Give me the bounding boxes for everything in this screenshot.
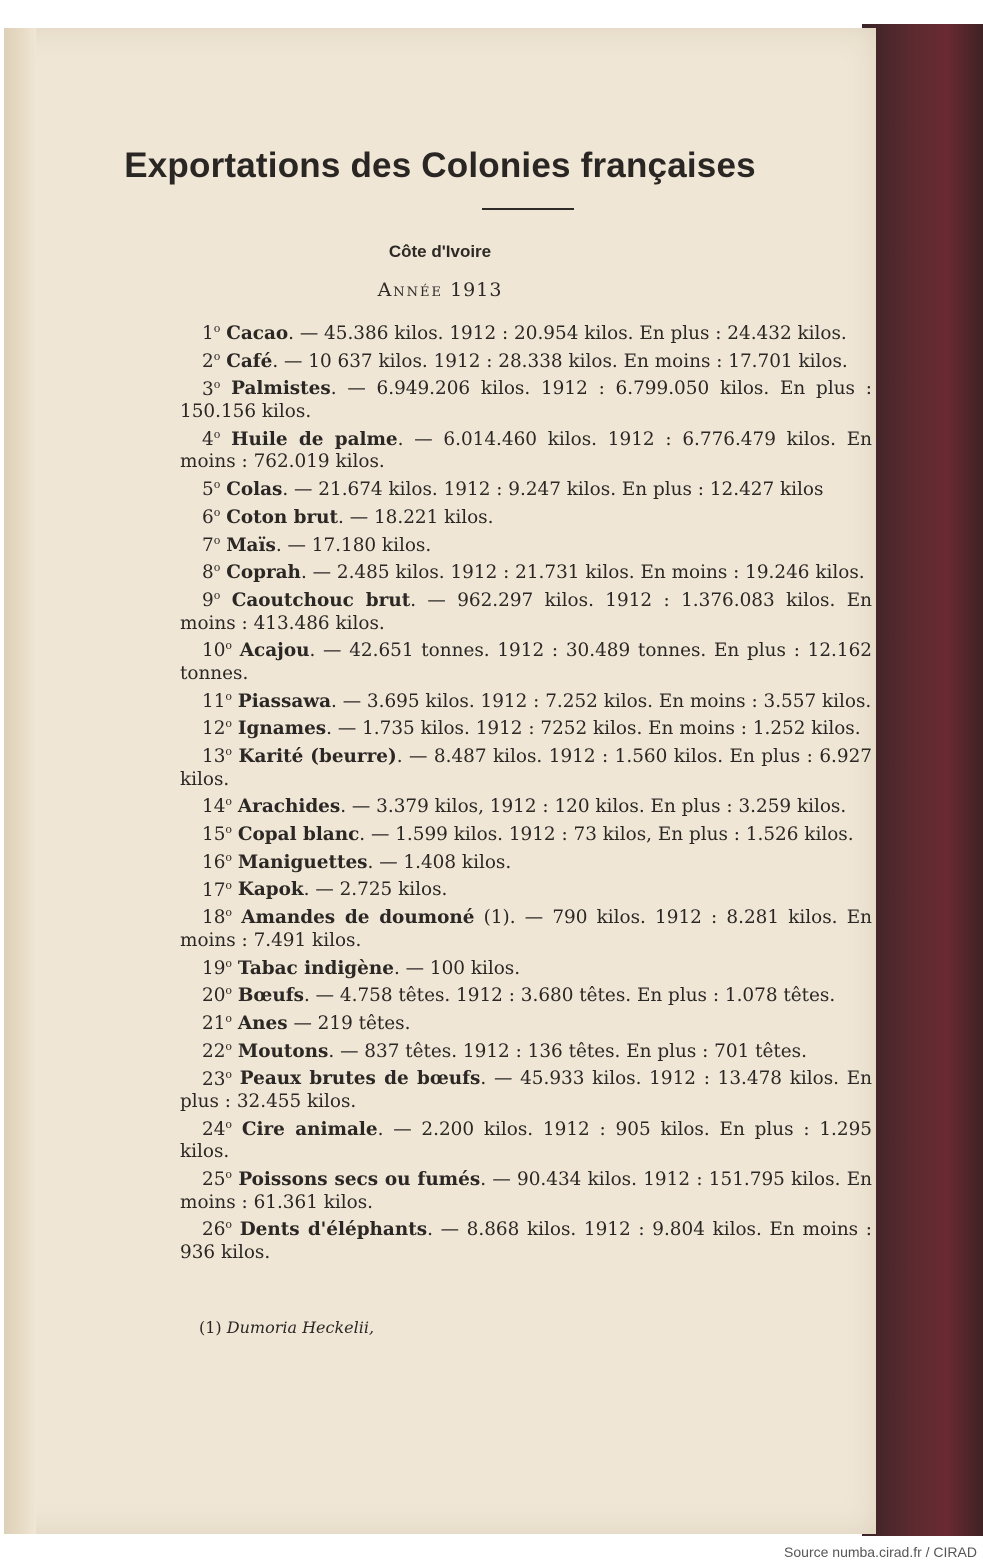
entry-number-value: 4 bbox=[202, 428, 214, 450]
footnote-text: Dumoria Heckelii, bbox=[226, 1318, 375, 1337]
entry-number bbox=[202, 880, 232, 901]
entry-number bbox=[202, 1119, 232, 1140]
product-figures: . — 21.674 kilos. 1912 : 9.247 kilos. En plus : 12.427 kilos bbox=[282, 479, 824, 501]
ordinal-mark: o bbox=[225, 639, 233, 653]
ordinal-mark: o bbox=[213, 349, 221, 363]
entry-number bbox=[202, 1219, 232, 1240]
product-name: Bœufs bbox=[237, 985, 304, 1007]
product-name: Colas bbox=[226, 479, 283, 501]
export-entry bbox=[180, 557, 872, 585]
entry-number bbox=[202, 985, 232, 1006]
product-name: Café bbox=[226, 350, 273, 372]
product-figures: . — 4.758 têtes. 1912 : 3.680 têtes. En plus : 1.078 têtes. bbox=[303, 985, 836, 1007]
export-entry bbox=[180, 1114, 872, 1164]
product-figures: . — 962.297 kilos. 1912 : 1.376.083 kilos. En moins : 413.486 kilos. bbox=[180, 590, 872, 634]
entry-number-value: 11 bbox=[202, 690, 226, 712]
export-entry bbox=[180, 791, 872, 819]
product-figures: . — 100 kilos. bbox=[393, 957, 521, 979]
product-name: Poissons secs ou fumés bbox=[238, 1169, 481, 1191]
export-entry bbox=[180, 424, 872, 474]
product-name: Palmistes bbox=[231, 378, 331, 400]
entry-number bbox=[202, 351, 220, 372]
page-title: Exportations des Colonies françaises bbox=[124, 146, 756, 185]
book-cover-edge bbox=[862, 0, 983, 1536]
product-figures: . — 837 têtes. 1912 : 136 têtes. En plus : 701 têtes. bbox=[328, 1040, 807, 1062]
ordinal-mark: o bbox=[225, 1218, 233, 1232]
export-entry bbox=[180, 874, 872, 902]
entry-number-value: 19 bbox=[202, 957, 226, 979]
entry-number bbox=[202, 824, 232, 845]
export-entry bbox=[180, 502, 872, 530]
entry-number bbox=[202, 907, 232, 928]
export-entry bbox=[180, 819, 872, 847]
ordinal-mark: o bbox=[213, 533, 221, 547]
export-entry bbox=[180, 1036, 872, 1064]
entry-number bbox=[202, 535, 220, 556]
product-name: Peaux brutes de bœufs bbox=[239, 1068, 481, 1090]
product-figures: . — 90.434 kilos. 1912 : 151.795 kilos. En moins : 61.361 kilos. bbox=[180, 1169, 872, 1213]
ordinal-mark: o bbox=[225, 1039, 233, 1053]
ordinal-mark: o bbox=[225, 1168, 233, 1181]
product-name: Acajou bbox=[239, 640, 310, 662]
entry-number bbox=[202, 640, 232, 661]
product-figures: . — 1.599 kilos. 1912 : 73 kilos, En plus : 1.526 kilos. bbox=[359, 824, 854, 846]
entry-number-value: 21 bbox=[202, 1013, 226, 1035]
entry-number-value: 17 bbox=[202, 879, 226, 901]
ordinal-mark: o bbox=[213, 427, 221, 441]
product-figures: . — 45.933 kilos. 1912 : 13.478 kilos. En plus : 32.455 kilos. bbox=[180, 1068, 872, 1113]
export-entry bbox=[180, 318, 872, 346]
entry-number-value: 9 bbox=[202, 590, 214, 612]
product-figures: . — 17.180 kilos. bbox=[275, 534, 432, 556]
entry-number bbox=[202, 323, 220, 344]
product-name: Maïs bbox=[226, 534, 276, 556]
title-divider bbox=[482, 208, 574, 210]
product-name: Cire animale bbox=[241, 1118, 378, 1140]
ordinal-mark: o bbox=[225, 823, 233, 837]
product-name: Anes bbox=[237, 1013, 288, 1035]
entry-number bbox=[202, 590, 220, 611]
entry-number bbox=[202, 852, 232, 873]
export-entry bbox=[180, 1214, 872, 1264]
product-figures: . — 8.487 kilos. 1912 : 1.560 kilos. En plus : 6.927 kilos. bbox=[180, 746, 872, 790]
entry-number-value: 26 bbox=[202, 1219, 226, 1241]
export-entry bbox=[180, 474, 872, 502]
entry-number-value: 16 bbox=[202, 851, 226, 873]
product-figures: . — 2.485 kilos. 1912 : 21.731 kilos. En moins : 19.246 kilos. bbox=[300, 562, 865, 584]
product-name: Karité (beurre) bbox=[238, 746, 397, 768]
product-figures: . — 2.725 kilos. bbox=[303, 879, 448, 901]
entry-number-value: 10 bbox=[202, 640, 226, 662]
product-name: Ignames bbox=[237, 718, 327, 740]
ordinal-mark: o bbox=[213, 561, 221, 575]
entry-number bbox=[202, 718, 232, 739]
entry-number-value: 6 bbox=[202, 506, 214, 528]
ordinal-mark: o bbox=[213, 478, 221, 492]
product-figures: . — 3.379 kilos, 1912 : 120 kilos. En plus : 3.259 kilos. bbox=[340, 796, 847, 818]
product-figures: . — 45.386 kilos. 1912 : 20.954 kilos. En plus : 24.432 kilos. bbox=[288, 323, 847, 345]
product-name: Moutons bbox=[237, 1040, 329, 1062]
export-entry bbox=[180, 373, 872, 423]
ordinal-mark: o bbox=[213, 322, 221, 335]
footnote-marker: (1) bbox=[199, 1318, 222, 1337]
product-name: Kapok bbox=[237, 879, 304, 901]
export-entry bbox=[180, 713, 872, 741]
product-figures: . — 3.695 kilos. 1912 : 7.252 kilos. En moins : 3.557 kilos. bbox=[331, 690, 872, 712]
entry-number bbox=[202, 958, 232, 979]
entry-number bbox=[202, 507, 220, 528]
export-entry bbox=[180, 741, 872, 791]
product-figures: . — 10 637 kilos. 1912 : 28.338 kilos. En moins : 17.701 kilos. bbox=[272, 350, 848, 372]
product-figures: . — 2.200 kilos. 1912 : 905 kilos. En plus : 1.295 kilos. bbox=[180, 1118, 872, 1163]
product-name: Piassawa bbox=[237, 690, 331, 712]
ordinal-mark: o bbox=[225, 906, 233, 920]
entry-number-value: 13 bbox=[202, 746, 226, 768]
ordinal-mark: o bbox=[225, 850, 233, 864]
entry-number bbox=[202, 479, 220, 500]
product-name: Tabac indigène bbox=[237, 957, 394, 979]
entry-number-value: 23 bbox=[202, 1068, 226, 1090]
product-figures: . — 42.651 tonnes. 1912 : 30.489 tonnes. En plus : 12.162 tonnes. bbox=[180, 640, 872, 684]
product-name: Coton brut bbox=[226, 506, 339, 528]
entry-number bbox=[202, 429, 220, 450]
export-entry bbox=[180, 902, 872, 952]
product-figures: . — 6.014.460 kilos. 1912 : 6.776.479 kilos. En moins : 762.019 kilos. bbox=[180, 428, 872, 473]
entry-number-value: 14 bbox=[202, 796, 226, 818]
year-heading bbox=[4, 279, 876, 301]
export-entry bbox=[180, 1063, 872, 1113]
entry-number-value: 2 bbox=[202, 350, 214, 372]
entry-number-value: 12 bbox=[202, 718, 226, 740]
book-page bbox=[4, 28, 876, 1534]
export-entry bbox=[180, 1164, 872, 1214]
entry-number bbox=[202, 1069, 232, 1090]
ordinal-mark: o bbox=[213, 377, 221, 391]
ordinal-mark: o bbox=[225, 1117, 233, 1131]
ordinal-mark: o bbox=[225, 795, 233, 809]
product-figures: (1). — 790 kilos. 1912 : 8.281 kilos. En moins : 7.491 kilos. bbox=[180, 907, 872, 951]
product-name: Huile de palme bbox=[231, 428, 398, 450]
background-gap bbox=[860, 0, 983, 24]
entry-number-value: 22 bbox=[202, 1040, 226, 1062]
ordinal-mark: o bbox=[225, 689, 233, 703]
entry-number-value: 18 bbox=[202, 907, 226, 929]
ordinal-mark: o bbox=[225, 956, 233, 970]
year-value: 1913 bbox=[450, 279, 503, 301]
entry-number-value: 24 bbox=[202, 1118, 226, 1140]
product-figures: . — 6.949.206 kilos. 1912 : 6.799.050 kilos. En plus : 150.156 kilos. bbox=[180, 378, 872, 423]
product-figures: — 219 têtes. bbox=[287, 1013, 411, 1035]
footnote bbox=[199, 1318, 374, 1337]
entry-number bbox=[202, 1169, 232, 1190]
entry-number bbox=[202, 1041, 232, 1062]
product-figures: . — 18.221 kilos. bbox=[338, 506, 494, 528]
entry-number-value: 15 bbox=[202, 824, 226, 846]
ordinal-mark: o bbox=[225, 984, 233, 998]
export-entry bbox=[180, 847, 872, 875]
entry-number bbox=[202, 1013, 232, 1034]
colony-heading: Côte d'Ivoire bbox=[388, 242, 492, 261]
entry-number-value: 20 bbox=[202, 985, 226, 1007]
product-name: Cacao bbox=[226, 323, 289, 345]
export-entry bbox=[180, 1008, 872, 1036]
product-name: Dents d'éléphants bbox=[239, 1219, 428, 1241]
year-label: Année bbox=[377, 279, 444, 301]
entry-number-value: 5 bbox=[202, 479, 214, 501]
product-name: Caoutchouc brut bbox=[231, 590, 411, 612]
export-entry bbox=[180, 346, 872, 374]
entry-number-value: 8 bbox=[202, 562, 214, 584]
export-entry bbox=[180, 980, 872, 1008]
entry-number bbox=[202, 379, 220, 400]
entry-number-value: 1 bbox=[202, 323, 214, 345]
entry-number bbox=[202, 796, 232, 817]
entry-number-value: 3 bbox=[202, 378, 214, 400]
product-name: Copal blanc bbox=[237, 824, 360, 846]
product-figures: . — 1.408 kilos. bbox=[367, 851, 512, 873]
entry-number-value: 25 bbox=[202, 1169, 226, 1191]
ordinal-mark: o bbox=[225, 717, 233, 731]
product-figures: . — 8.868 kilos. 1912 : 9.804 kilos. En moins : 936 kilos. bbox=[180, 1219, 872, 1264]
ordinal-mark: o bbox=[213, 588, 221, 602]
entry-number bbox=[202, 691, 232, 712]
export-entry bbox=[180, 953, 872, 981]
export-list bbox=[180, 318, 872, 1265]
ordinal-mark: o bbox=[225, 1067, 233, 1081]
ordinal-mark: o bbox=[225, 878, 233, 892]
product-name: Coprah bbox=[226, 562, 301, 584]
export-entry bbox=[180, 686, 872, 714]
source-credit: Source numba.cirad.fr / CIRAD bbox=[784, 1544, 977, 1560]
product-name: Maniguettes bbox=[237, 851, 368, 873]
entry-number bbox=[202, 746, 232, 767]
entry-number bbox=[202, 562, 220, 583]
export-entry bbox=[180, 585, 872, 635]
ordinal-mark: o bbox=[213, 505, 221, 519]
ordinal-mark: o bbox=[225, 745, 233, 758]
export-entry bbox=[180, 530, 872, 558]
ordinal-mark: o bbox=[225, 1011, 233, 1025]
entry-number-value: 7 bbox=[202, 534, 214, 556]
export-entry bbox=[180, 635, 872, 685]
product-name: Amandes de doumoné bbox=[241, 907, 475, 929]
product-figures: . — 1.735 kilos. 1912 : 7252 kilos. En moins : 1.252 kilos. bbox=[326, 718, 861, 740]
product-name: Arachides bbox=[237, 796, 341, 818]
